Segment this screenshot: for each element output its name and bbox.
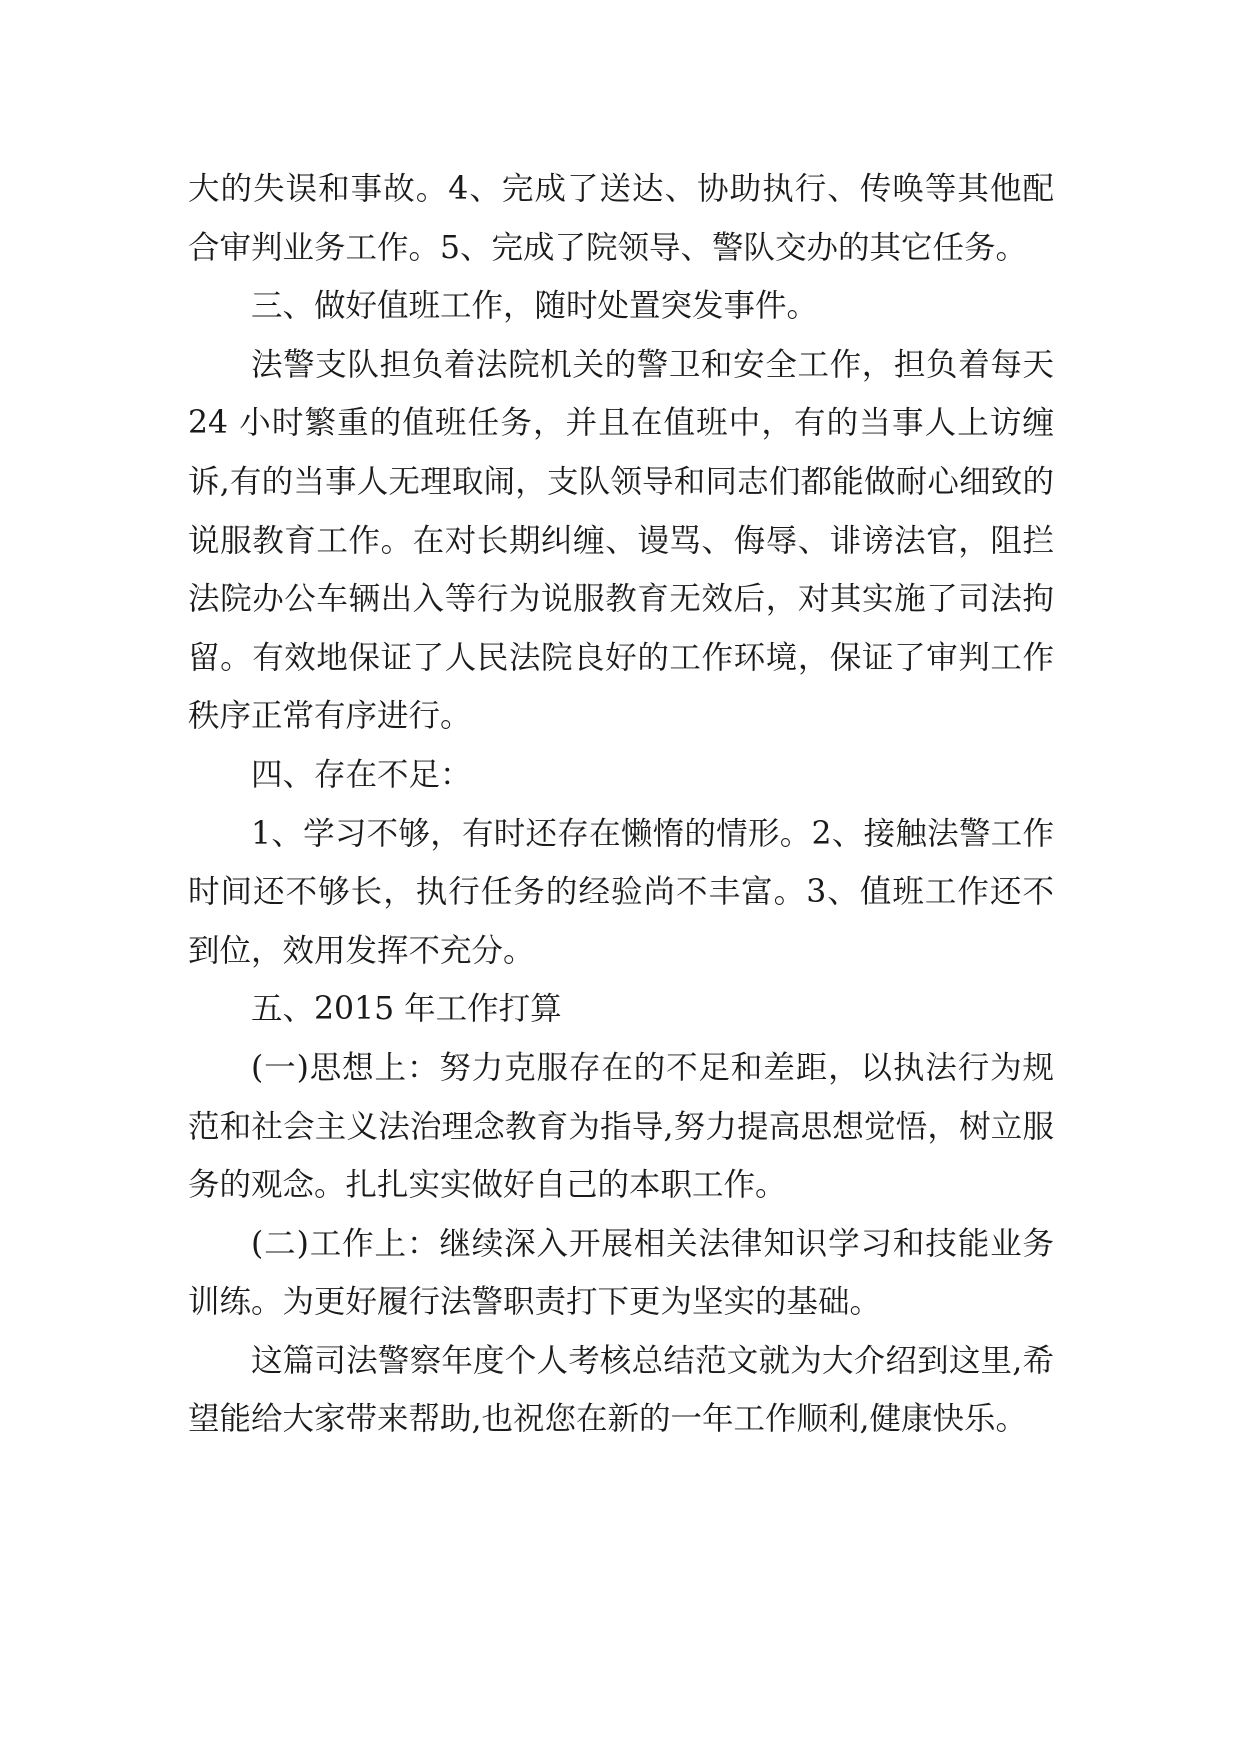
heading-duty-work: 三、做好值班工作，随时处置突发事件。 (251, 288, 819, 325)
paragraph-duty-work: 法警支队担负着法院机关的警卫和安全工作，担负着每天 24 小时繁重的值班任务，并且在值班中，有的当事人上访缠诉,有的当事人无理取闹，支队领导和同志们都能做耐心细致的说服教育工作。在对长期纠缠、谩骂、侮辱、诽谤法官，阻拦法院办公车辆出入等行为说服教育无效后，对其实施了司法拘留。有效地保证了人民法院良好的工作环境，保证了审判工作秩序正常有序进行。 (188, 346, 1054, 735)
heading-shortcomings: 四、存在不足： (251, 756, 472, 793)
paragraph-shortcomings: 1、学习不够，有时还存在懒惰的情形。2、接触法警工作时间还不够长，执行任务的经验尚不丰富。3、值班工作还不到位，效用发挥不充分。 (188, 815, 1054, 969)
document-body (188, 160, 1054, 1449)
paragraph-closing: 这篇司法警察年度个人考核总结范文就为大介绍到这里,希望能给大家带来帮助,也祝您在新的一年工作顺利,健康快乐。 (188, 1342, 1054, 1438)
paragraph-plan-work: (二)工作上：继续深入开展相关法律知识学习和技能业务训练。为更好履行法警职责打下更为坚实的基础。 (188, 1225, 1054, 1321)
paragraph-plan-thinking: (一)思想上：努力克服存在的不足和差距，以执法行为规范和社会主义法治理念教育为指导,努力提高思想觉悟，树立服务的观念。扎扎实实做好自己的本职工作。 (188, 1049, 1054, 1204)
paragraph-continuation: 大的失误和事故。4、完成了送达、协助执行、传唤等其他配合审判业务工作。5、完成了院领导、警队交办的其它任务。 (188, 171, 1054, 266)
heading-work-plan: 五、2015 年工作打算 (251, 991, 562, 1028)
